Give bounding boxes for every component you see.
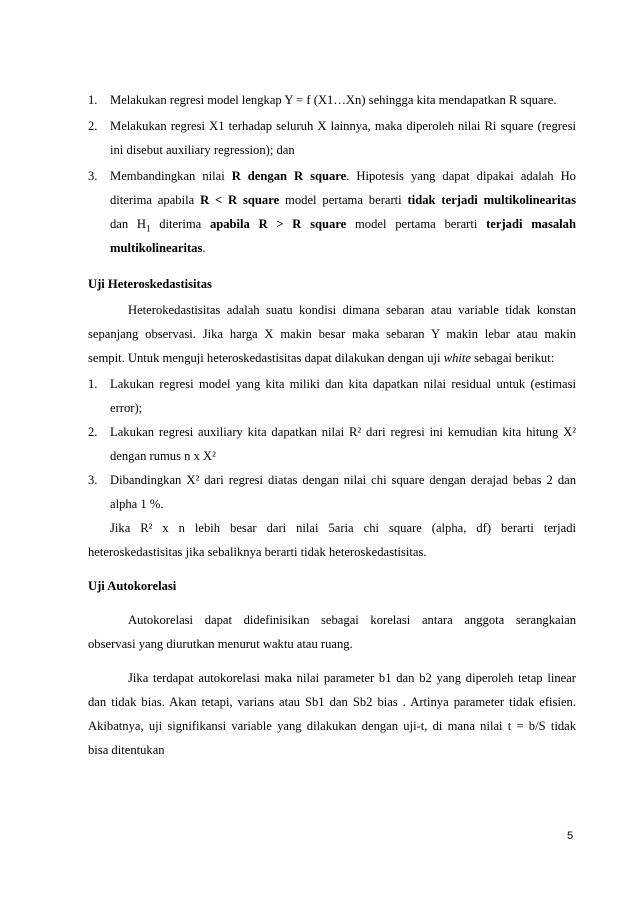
list-item-text: Membandingkan nilai R dengan R square. Hipotesis yang dapat dipakai adalah Ho (110, 169, 576, 183)
list-number: 2. (88, 425, 98, 439)
paragraph-line: Autokorelasi dapat didefinisikan sebagai korelasi antara anggota serangkaian (128, 613, 576, 627)
list-item (88, 468, 576, 492)
list-item-continuation: diterima apabila R < R square model pertama berarti tidak terjadi multikolinearitas (110, 193, 576, 207)
list-number: 1. (88, 93, 98, 107)
list-item-continuation: dengan rumus n x X² (110, 449, 216, 463)
list-item (88, 88, 576, 112)
paragraph-line: sepanjang observasi. Jika harga X makin besar maka sebaran Y makin lebar atau makin (88, 327, 576, 341)
list-item (88, 114, 576, 138)
list-item-continuation: multikolinearitas. (110, 241, 206, 255)
paragraph-line: Akibatnya, uji signifikansi variable yang dilakukan dengan uji-t, di mana nilai t = b/S tidak (88, 719, 576, 733)
list-number: 1. (88, 377, 98, 391)
list-item (88, 372, 576, 396)
list-item (88, 164, 576, 188)
paragraph-line: observasi yang diurutkan menurut waktu atau ruang. (88, 637, 353, 651)
paragraph-line: heteroskedastisitas jika sebaliknya berarti tidak heteroskedastisitas. (88, 545, 427, 559)
page-number: 5 (567, 830, 574, 842)
list-number: 3. (88, 473, 98, 487)
paragraph-line: Jika terdapat autokorelasi maka nilai parameter b1 dan b2 yang diperoleh tetap linear (128, 671, 576, 685)
list-item-continuation: alpha 1 %. (110, 497, 164, 511)
list-item-continuation: dan $H_1$ diterima apabila R > R square model pertama berarti terjadi masalah (110, 217, 576, 234)
list-number: 3. (88, 169, 98, 183)
list-item-continuation: ini disebut auxiliary regression); dan (110, 143, 295, 157)
list-item-text: Lakukan regresi model yang kita miliki dan kita dapatkan nilai residual untuk (estimasi (110, 377, 576, 391)
list-item-text: Melakukan regresi X1 terhadap seluruh X lainnya, maka diperoleh nilai Ri square (regresi (110, 119, 576, 133)
paragraph-line: Heterokedastisitas adalah suatu kondisi dimana sebaran atau variable tidak konstan (128, 303, 576, 317)
list-item-continuation: error); (110, 401, 143, 415)
page-content (88, 88, 576, 762)
section-heading-heteroskedastisitas: Uji Heteroskedastisitas (88, 277, 212, 291)
paragraph-line: bisa ditentukan (88, 743, 165, 757)
list-item-text: Dibandingkan X² dari regresi diatas dengan nilai chi square dengan derajad bebas 2 dan (110, 473, 576, 487)
list-item-text: Lakukan regresi auxiliary kita dapatkan nilai R² dari regresi ini kemudian kita hitung X² (110, 425, 576, 439)
list-number: 2. (88, 119, 98, 133)
paragraph-line: Jika R² x n lebih besar dari nilai 5aria chi square (alpha, df) berarti terjadi (110, 521, 576, 535)
paragraph-line: sempit. Untuk menguji heteroskedastisitas dapat dilakukan dengan uji white sebagai berikut: (88, 351, 555, 365)
section-heading-autokorelasi: Uji Autokorelasi (88, 579, 177, 593)
list-item (88, 420, 576, 444)
paragraph-line: dan tidak bias. Akan tetapi, varians atau Sb1 dan Sb2 bias . Artinya parameter tidak efisien. (88, 695, 576, 709)
list-item-text: Melakukan regresi model lengkap Y = f (X1…Xn) sehingga kita mendapatkan R square. (110, 93, 557, 107)
